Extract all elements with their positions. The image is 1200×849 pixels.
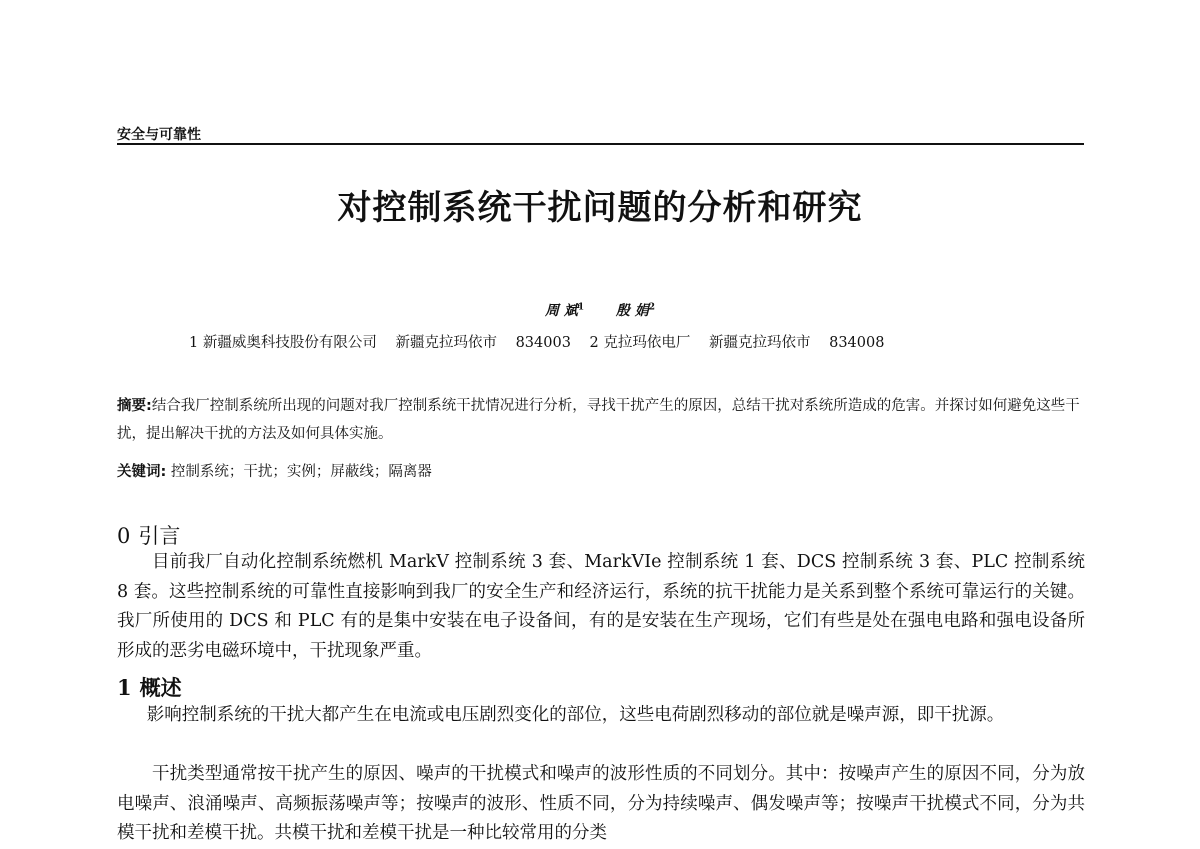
- paper-title: 对控制系统干扰问题的分析和研究: [337, 188, 863, 228]
- keywords-label: 关键词:: [117, 464, 167, 480]
- author-list: [0, 300, 1200, 320]
- abstract-label: 摘要:: [117, 398, 152, 414]
- affiliations: [189, 331, 898, 352]
- section-heading: [117, 672, 182, 702]
- affiliation-org: 1 新疆威奥科技股份有限公司: [189, 335, 377, 351]
- section-number: 1: [117, 675, 132, 700]
- header-rule: [117, 143, 1084, 145]
- abstract-text: 结合我厂控制系统所出现的问题对我厂控制系统干扰情况进行分析，寻找干扰产生的原因，总结干扰对系统所造成的危害。并探讨如何避免这些干扰，提出解决干扰的方法及如何具体实施。: [117, 398, 1080, 442]
- author-name: 殷 娟: [615, 303, 649, 319]
- section-title: 概述: [139, 675, 182, 700]
- author-name: 周 斌: [544, 303, 578, 319]
- affiliation-city: 新疆克拉玛依市: [395, 335, 497, 351]
- body-paragraph: 影响控制系统的干扰大都产生在电流或电压剧烈变化的部位，这些电荷剧烈移动的部位就是噪声源，即干扰源。: [146, 705, 1005, 725]
- affiliation-postcode: 834003: [515, 335, 571, 351]
- section-title: 引言: [138, 524, 181, 548]
- author-affiliation-mark: 2: [648, 302, 656, 313]
- section-heading: [117, 520, 180, 550]
- body-paragraph: 目前我厂自动化控制系统燃机 MarkV 控制系统 3 套、MarkVIe 控制系统 1 套、DCS 控制系统 3 套、PLC 控制系统 8 套。这些控制系统的可靠性直接影响到我厂的安全生产和经济运行，系统的抗干扰能力是关系到整个系统可靠运行的关键。我厂所使用的 DCS 和 PLC 有的是集中安装在电子设备间，有的是安装在生产现场，它们有些是处在强电电路和强电设备所形成的恶劣电磁环境中，干扰现象严重。: [117, 552, 1085, 661]
- keywords-text: 控制系统；干扰；实例；屏蔽线；隔离器: [170, 464, 432, 480]
- body-paragraph: 干扰类型通常按干扰产生的原因、噪声的干扰模式和噪声的波形性质的不同划分。其中：按噪声产生的原因不同，分为放电噪声、浪涌噪声、高频振荡噪声等；按噪声的波形、性质不同，分为持续噪声、偶发噪声等；按噪声干扰模式不同，分为共模干扰和差模干扰。共模干扰和差模干扰是一种比较常用的分类: [117, 764, 1085, 843]
- section-number: 0: [117, 524, 131, 548]
- affiliation-postcode: 834008: [829, 335, 885, 351]
- author-affiliation-mark: 1: [577, 302, 585, 313]
- abstract: [117, 392, 1085, 448]
- keywords: [117, 460, 432, 481]
- affiliation-org: 2 克拉玛依电厂: [589, 335, 691, 351]
- section-label: 安全与可靠性: [117, 127, 201, 143]
- affiliation-city: 新疆克拉玛依市: [708, 335, 811, 351]
